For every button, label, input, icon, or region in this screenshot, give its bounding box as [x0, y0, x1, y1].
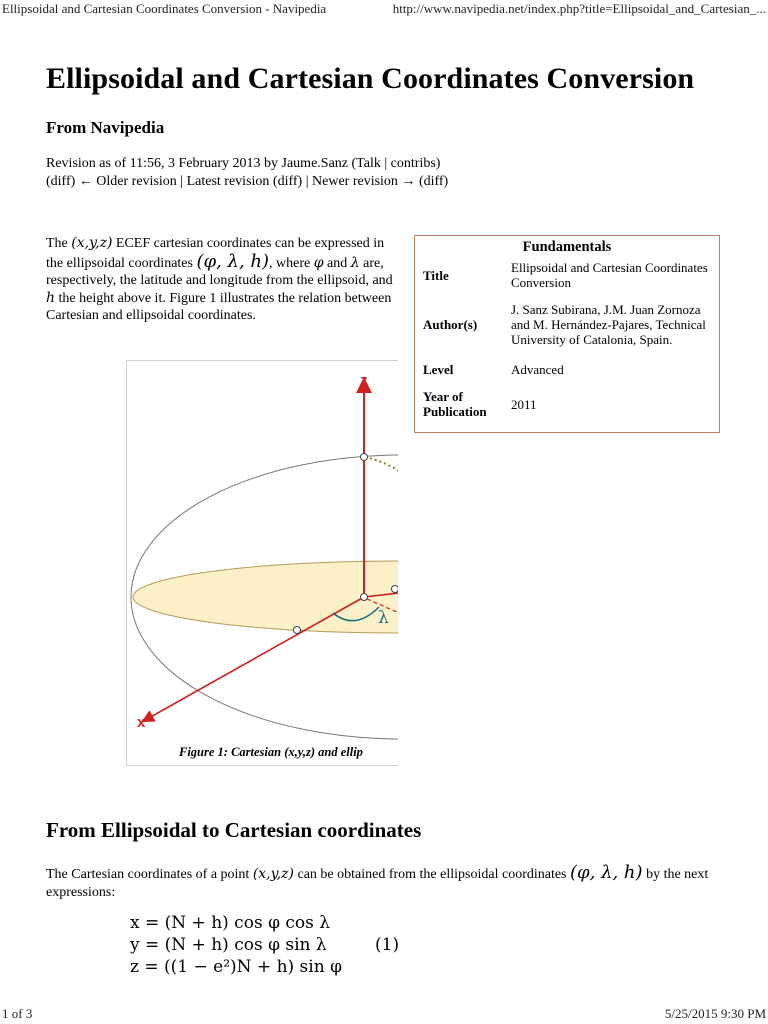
infobox-value: 2011: [511, 396, 537, 412]
lambda-math: λ: [350, 254, 360, 271]
figure-caption: Figure 1: Cartesian (x,y,z) and ellip: [179, 745, 363, 759]
section-heading-ellipsoidal-to-cartesian: From Ellipsoidal to Cartesian coordinates: [46, 818, 422, 842]
print-datetime: 5/25/2015 9:30 PM: [664, 1006, 766, 1021]
origin-point: [361, 594, 368, 601]
page-number: 1 of 3: [2, 1006, 33, 1021]
print-header: [0, 0, 768, 18]
infobox-row-title: [415, 258, 719, 292]
x-axis-label: x: [137, 714, 146, 731]
newer-revision-link[interactable]: Newer revision →: [312, 174, 416, 189]
revision-prefix: Revision as of 11:56, 3 February 2013 by: [46, 156, 282, 171]
infobox-key: Author(s): [423, 316, 478, 332]
infobox-row-authors: [415, 292, 719, 356]
equation-y: y = (N + h) cos φ sin λ: [130, 935, 327, 955]
equatorial-plane: [133, 561, 398, 633]
infobox-row-year: [415, 382, 719, 426]
section-paragraph: The Cartesian coordinates of a point (x,y,z) can be obtained from the ellipsoidal coordinates (φ, λ, h) by the next expressions:: [46, 862, 709, 900]
infobox-table: [415, 258, 719, 426]
page-subtitle: From Navipedia: [46, 118, 165, 137]
infobox-key: Year of Publication: [423, 389, 487, 419]
infobox-row-level: [415, 356, 719, 382]
infobox-title: Fundamentals: [522, 239, 612, 255]
talk-link[interactable]: Talk: [356, 156, 381, 171]
equation-number: (1): [375, 935, 400, 955]
revision-info: Revision as of 11:56, 3 February 2013 by Jaume.Sanz (Talk | contribs) (diff) ← Older revision | Latest revision (diff) | Newer revision → (diff): [46, 156, 449, 189]
xyz-math: (x,y,z): [252, 866, 294, 882]
infobox-value: J. Sanz Subirana, J.M. Juan Zornoza and M. Hernández-Pajares, Technical University of Catalonia, Spain.: [511, 301, 706, 347]
coords-math: (φ, λ, h): [570, 862, 643, 883]
print-footer: [0, 1006, 768, 1024]
h-math: h: [46, 289, 56, 306]
north-pole-point: [361, 454, 368, 461]
latest-diff-link[interactable]: (diff): [272, 174, 303, 189]
equation-x: x = (N + h) cos φ cos λ: [130, 913, 331, 933]
page-title: Ellipsoidal and Cartesian Coordinates Conversion: [46, 62, 695, 95]
y-intercept-point: [392, 586, 399, 593]
infobox-key: Level: [423, 361, 454, 377]
figure-1: [126, 360, 398, 766]
coords-math: (φ, λ, h): [196, 250, 270, 272]
equation-z: z = ((1 − e²)N + h) sin φ: [130, 957, 342, 977]
infobox-key: Title: [423, 267, 449, 283]
meridian-dashed: [365, 457, 398, 471]
fundamentals-infobox: [414, 235, 720, 433]
ellipsoid-diagram: [127, 361, 398, 766]
xyz-math: (x,y,z): [71, 235, 113, 251]
infobox-value: Advanced: [511, 361, 564, 377]
author-link[interactable]: Jaume.Sanz: [281, 156, 348, 171]
intro-paragraph: The (x,y,z) ECEF cartesian coordinates can be expressed in the ellipsoidal coordinates (φ, λ, h), where φ and λ are, respectively, the latitude and longitude from the ellipsoid, and h the height above it. Figure 1 illustrates the relation between Cartesian and ellipsoidal coordinates.: [46, 235, 393, 323]
contribs-link[interactable]: contribs: [390, 156, 436, 171]
infobox-value: Ellipsoidal and Cartesian Coordinates Conversion: [511, 260, 708, 290]
z-axis-label: z: [360, 372, 368, 389]
older-revision-link[interactable]: ← Older revision: [78, 174, 177, 189]
newer-diff-link[interactable]: (diff): [418, 174, 449, 189]
latest-revision-link[interactable]: Latest revision: [186, 174, 270, 189]
print-header-url: http://www.navipedia.net/index.php?title=Ellipsoidal_and_Cartesian_...: [392, 1, 766, 16]
x-intercept-point: [294, 627, 301, 634]
print-header-title: Ellipsoidal and Cartesian Coordinates Conversion - Navipedia: [2, 1, 327, 16]
phi-math: φ: [313, 254, 324, 271]
lambda-label: λ: [378, 608, 389, 628]
diff-link[interactable]: (diff): [46, 174, 76, 189]
